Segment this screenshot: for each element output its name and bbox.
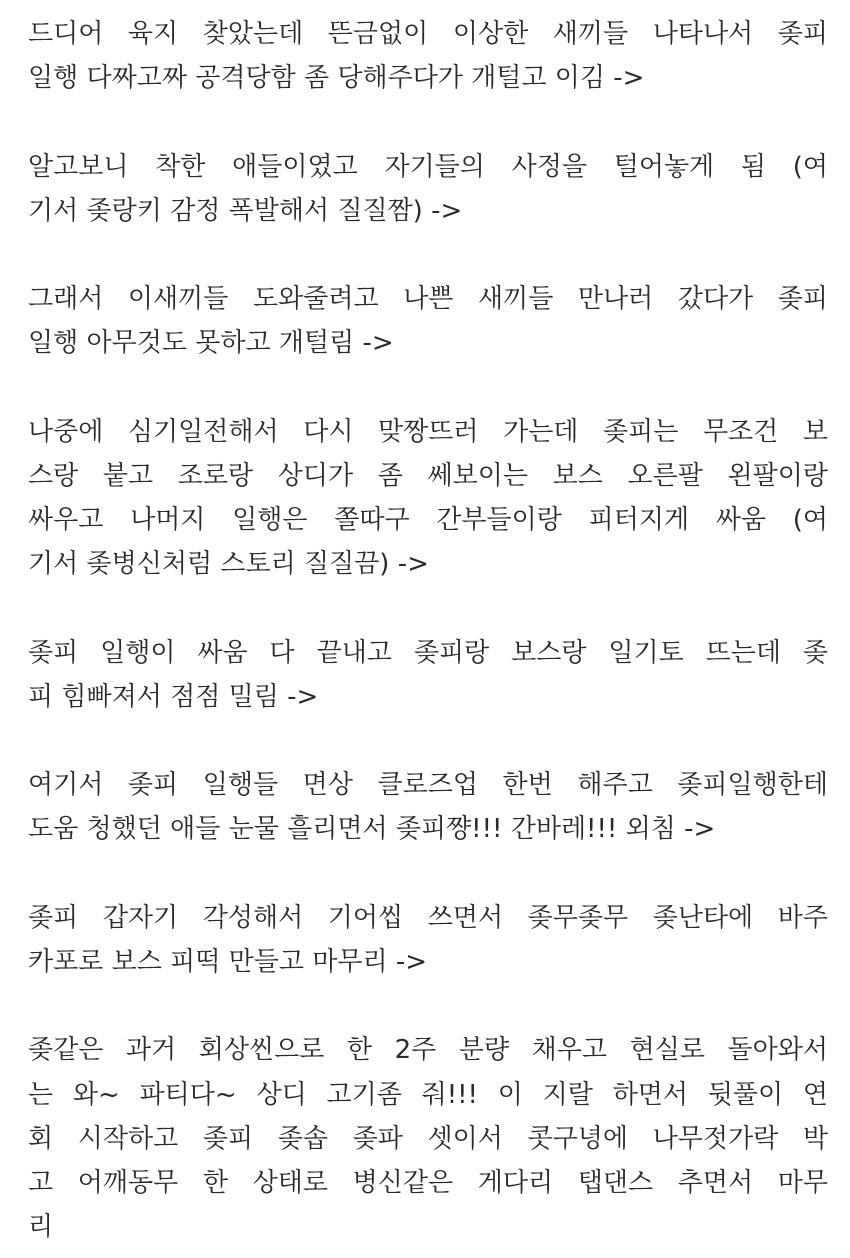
text-line: 스랑 붙고 조로랑 상디가 좀 쎄보이는 보스 오른팔 왼팔이랑 bbox=[28, 460, 828, 491]
text-line: 카포로 보스 피떡 만들고 마무리 -> bbox=[28, 946, 427, 977]
text-line: 나중에 심기일전해서 다시 맞짱뜨러 가는데 좆피는 무조건 보 bbox=[28, 416, 828, 447]
text-line: 알고보니 착한 애들이였고 자기들의 사정을 털어놓게 됨 (여 bbox=[28, 151, 828, 182]
paragraph-gap bbox=[28, 366, 828, 410]
paragraph-5 bbox=[28, 631, 828, 719]
text-line: 좆피 갑자기 각성해서 기어씹 쓰면서 좆무좆무 좆난타에 바주 bbox=[28, 902, 828, 933]
paragraph-gap bbox=[28, 586, 828, 630]
text-line: 기서 좆랑키 감정 폭발해서 질질짬) -> bbox=[28, 195, 463, 226]
paragraph-gap bbox=[28, 233, 828, 277]
text-line: 기서 좆병신처럼 스토리 질질끔) -> bbox=[28, 549, 429, 580]
paragraph-gap bbox=[28, 719, 828, 763]
text-line: 싸우고 나머지 일행은 쫄따구 간부들이랑 피터지게 싸움 (여 bbox=[28, 505, 828, 536]
text-line: 좆같은 과거 회상씬으로 한 2주 분량 채우고 현실로 돌아와서 bbox=[28, 1035, 828, 1066]
text-line: 고 어깨동무 한 상태로 병신같은 게다리 탭댄스 추면서 마무 bbox=[28, 1167, 828, 1198]
text-line: 피 힘빠져서 점점 밀림 -> bbox=[28, 681, 319, 712]
paragraph-1 bbox=[28, 12, 828, 100]
post-body bbox=[28, 12, 828, 1249]
text-line: 여기서 좆피 일행들 면상 클로즈업 한번 해주고 좆피일행한테 bbox=[28, 770, 828, 801]
text-line: 도움 청했던 애들 눈물 흘리면서 좆피쨩!!! 간바레!!! 외침 -> bbox=[28, 814, 716, 845]
text-line: 는 와~ 파티다~ 상디 고기좀 줘!!! 이 지랄 하면서 뒷풀이 연 bbox=[28, 1079, 828, 1110]
paragraph-gap bbox=[28, 100, 828, 144]
text-line: 드디어 육지 찾았는데 뜬금없이 이상한 새끼들 나타나서 좆피 bbox=[28, 19, 828, 49]
text-line: 회 시작하고 좆피 좆솝 좆파 셋이서 콧구녕에 나무젓가락 박 bbox=[28, 1123, 828, 1154]
paragraph-6 bbox=[28, 763, 828, 851]
paragraph-2 bbox=[28, 145, 828, 233]
paragraph-gap bbox=[28, 984, 828, 1028]
text-line: 좆피 일행이 싸움 다 끝내고 좆피랑 보스랑 일기토 뜨는데 좆 bbox=[28, 637, 828, 668]
text-line: 일행 다짜고짜 공격당함 좀 당해주다가 개털고 이김 -> bbox=[28, 63, 645, 94]
text-line: 일행 아무것도 못하고 개털림 -> bbox=[28, 328, 394, 359]
text-line: 그래서 이새끼들 도와줄려고 나쁜 새끼들 만나러 갔다가 좆피 bbox=[28, 284, 828, 315]
paragraph-8 bbox=[28, 1028, 828, 1249]
paragraph-3 bbox=[28, 277, 828, 365]
paragraph-7 bbox=[28, 896, 828, 984]
text-line: 리 bbox=[28, 1212, 54, 1243]
paragraph-4 bbox=[28, 410, 828, 587]
paragraph-gap bbox=[28, 852, 828, 896]
